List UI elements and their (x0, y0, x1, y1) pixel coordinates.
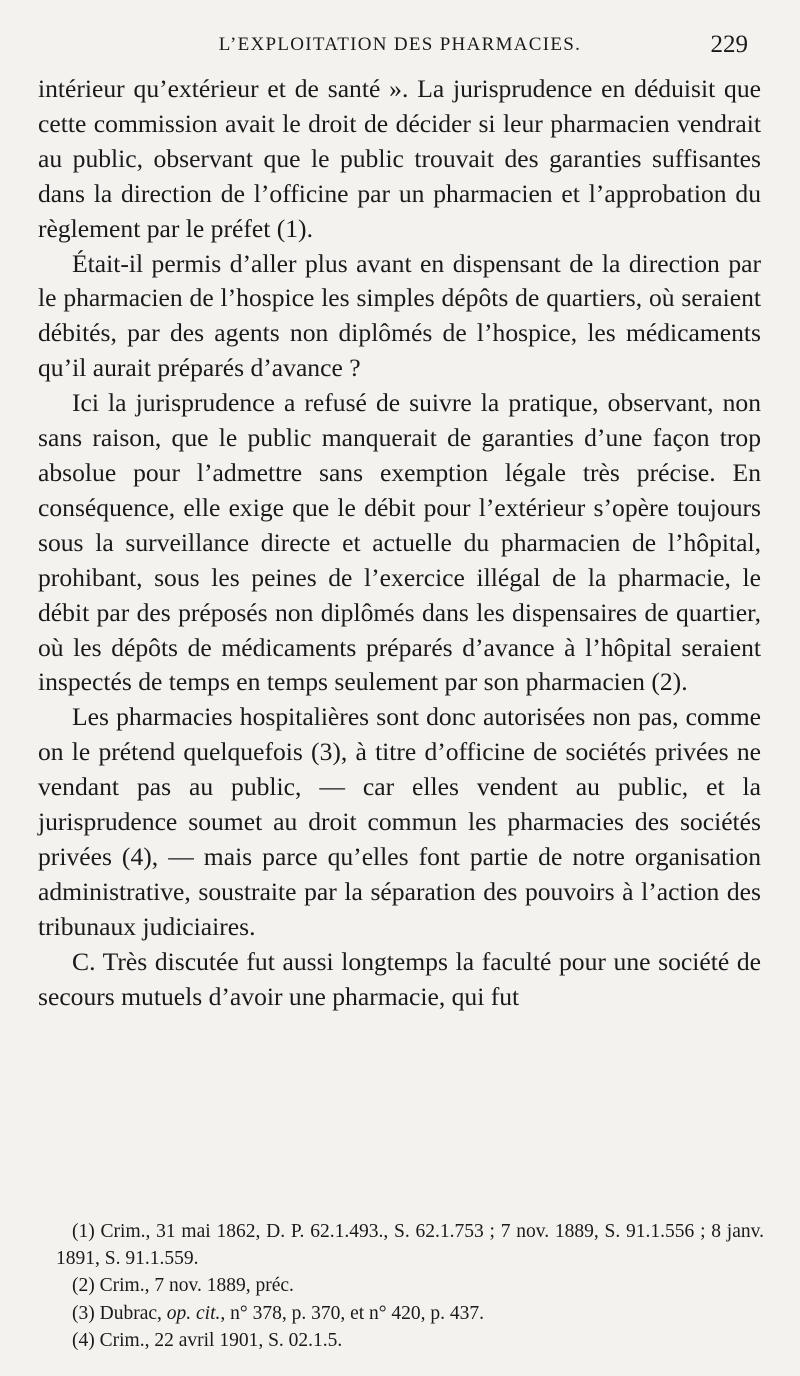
footnote-text: Crim., 7 nov. 1889, préc. (94, 1275, 294, 1297)
footnote-text: Crim., 31 mai 1862, D. P. 62.1.493., S. 62.1.753 ; 7 nov. 1889, S. 91.1.556 ; 8 janv. 1891, S. 91.1.559. (56, 1221, 764, 1270)
paragraph: C. Très discutée fut aussi longtemps la faculté pour une société de secours mutuels d’avoir une pharmacie, qui fut (38, 946, 761, 1011)
footnote-text: Crim., 22 avril 1901, S. 02.1.5. (94, 1329, 343, 1351)
body-text (38, 72, 761, 1014)
footnote-1 (56, 1218, 764, 1272)
footnote-number: (2) (72, 1275, 95, 1297)
footnote-2 (56, 1272, 764, 1299)
footnote-3 (56, 1300, 764, 1327)
footnotes (56, 1218, 764, 1354)
page-header (0, 31, 800, 64)
footnote-italic: op. cit. (166, 1302, 221, 1324)
footnote-number: (1) (72, 1221, 95, 1242)
footnote-number: (4) (72, 1329, 95, 1351)
footnote-4 (56, 1327, 764, 1354)
footnote-number: (3) (72, 1302, 95, 1324)
paragraph-continuation: intérieur qu’extérieur et de santé ». La jurisprudence en déduisit que cette commission avait le droit de décider si leur pharmacien vendrait au public, observant que le public trouvait des garanties suffisantes dans la direction de l’officine par un pharmacien et l’approbation du règlement par le préfet (1). (38, 74, 761, 243)
running-title: L’EXPLOITATION DES PHARMACIES. (218, 34, 582, 55)
footnote-text: Dubrac, (94, 1302, 167, 1324)
page-number: 229 (710, 31, 748, 58)
footnote-text: , n° 378, p. 370, et n° 420, p. 437. (220, 1302, 485, 1324)
paragraph: Était-il permis d’aller plus avant en dispensant de la direction par le pharmacien de l’hospice les simples dépôts de quartiers, où seraient débités, par des agents non diplômés de l’hospice, les médicaments qu’il aurait préparés d’avance ? (38, 248, 761, 383)
paragraph: Les pharmacies hospitalières sont donc autorisées non pas, comme on le prétend quelquefois (3), à titre d’officine de sociétés privées ne vendant pas au public, — car elles vendent au public, et la jurisprudence soumet au droit commun les pharmacies des sociétés privées (4), — mais parce qu’elles font partie de notre organisation administrative, soustraite par la séparation des pouvoirs à l’action des tribunaux judiciaires. (38, 702, 761, 941)
paragraph: Ici la jurisprudence a refusé de suivre la pratique, observant, non sans raison, que le public manquerait de garanties d’une façon trop absolue pour l’admettre sans exemption légale très précise. En conséquence, elle exige que le débit pour l’extérieur s’opère toujours sous la surveillance directe et actuelle du pharmacien de l’hôpital, prohibant, sous les peines de l’exercice illégal de la pharmacie, le débit par des préposés non diplômés dans les dispensaires de quartier, où les dépôts de médicaments préparés d’avance à l’hôpital seraient inspectés de temps en temps seulement par son pharmacien (2). (38, 388, 761, 697)
